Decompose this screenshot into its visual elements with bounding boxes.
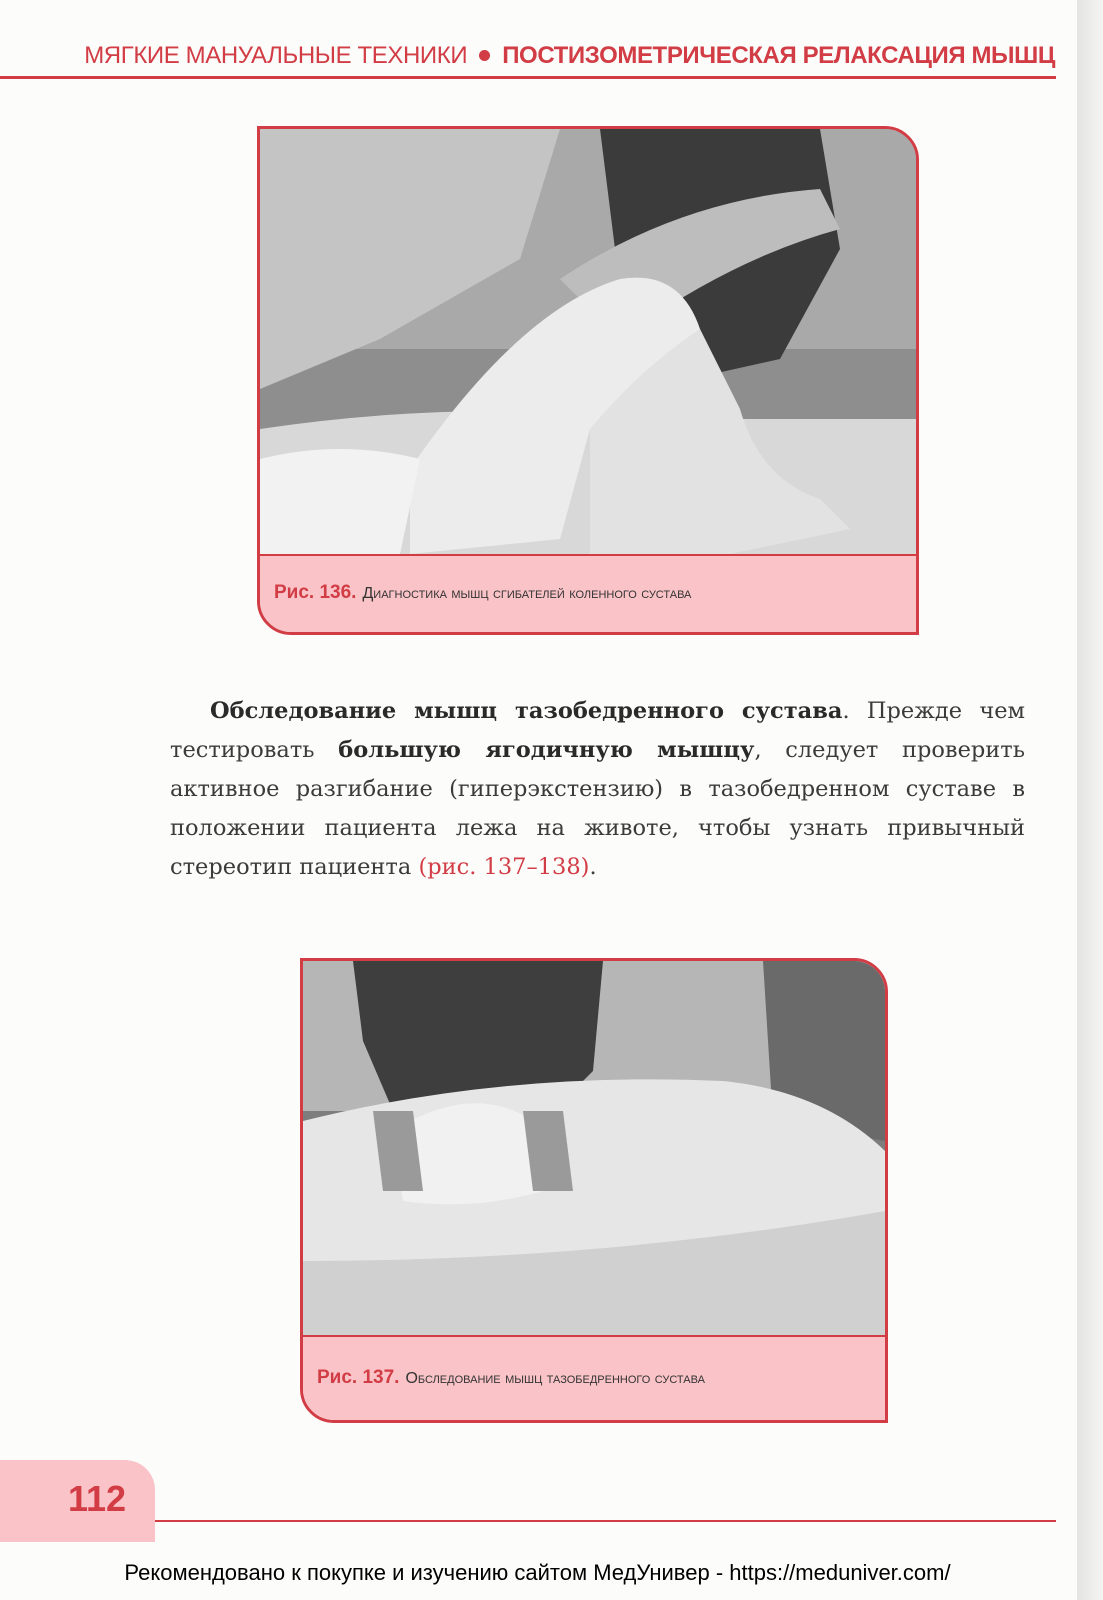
figure-136: [257, 126, 919, 635]
figure-reference-link[interactable]: (рис. 137–138): [418, 854, 590, 880]
footer-rule: [155, 1520, 1056, 1522]
figure-caption-text: Обследование мышц тазобедренного сустава: [405, 1370, 705, 1387]
body-paragraph: Обследование мышц тазобедренного сустава. Прежде чем тестировать большую ягодичную мышцу, следует проверить активное разгибание (гиперэкстензию) в тазобедренном суставе в положении пациента лежа на животе, чтобы узнать привычный стереотип пациента (рис. 137–138).: [170, 698, 1026, 880]
page-number-tab: [0, 1460, 155, 1542]
page-edge-shadow: [1077, 0, 1103, 1600]
figure-136-photo: [260, 129, 916, 554]
figure-136-caption: [260, 554, 916, 632]
header-rule: [0, 76, 1056, 79]
header-chapter-title: ПОСТИЗОМЕТРИЧЕСКАЯ РЕЛАКСАЦИЯ МЫШЦ: [502, 42, 1055, 69]
page-number: 112: [68, 1478, 127, 1519]
header-section-title: МЯГКИЕ МАНУАЛЬНЫЕ ТЕХНИКИ: [84, 42, 468, 69]
running-header: [0, 42, 1075, 78]
figure-137: [300, 958, 888, 1423]
figure-label: Рис. 136.: [274, 582, 357, 603]
figure-137-photo: [303, 961, 885, 1337]
figure-label: Рис. 137.: [317, 1367, 400, 1388]
paragraph-lead: Обследование мышц тазобедренного сустава: [210, 698, 843, 724]
bullet-icon: [479, 50, 490, 61]
figure-caption-text: Диагностика мышц сгибателей коленного сустава: [362, 585, 692, 602]
figure-137-caption: [303, 1335, 885, 1420]
watermark-text: Рекомендовано к покупке и изучению сайтом МедУнивер - https://meduniver.com/: [124, 1560, 951, 1585]
muscle-name: большую ягодичную мышцу: [338, 737, 755, 763]
